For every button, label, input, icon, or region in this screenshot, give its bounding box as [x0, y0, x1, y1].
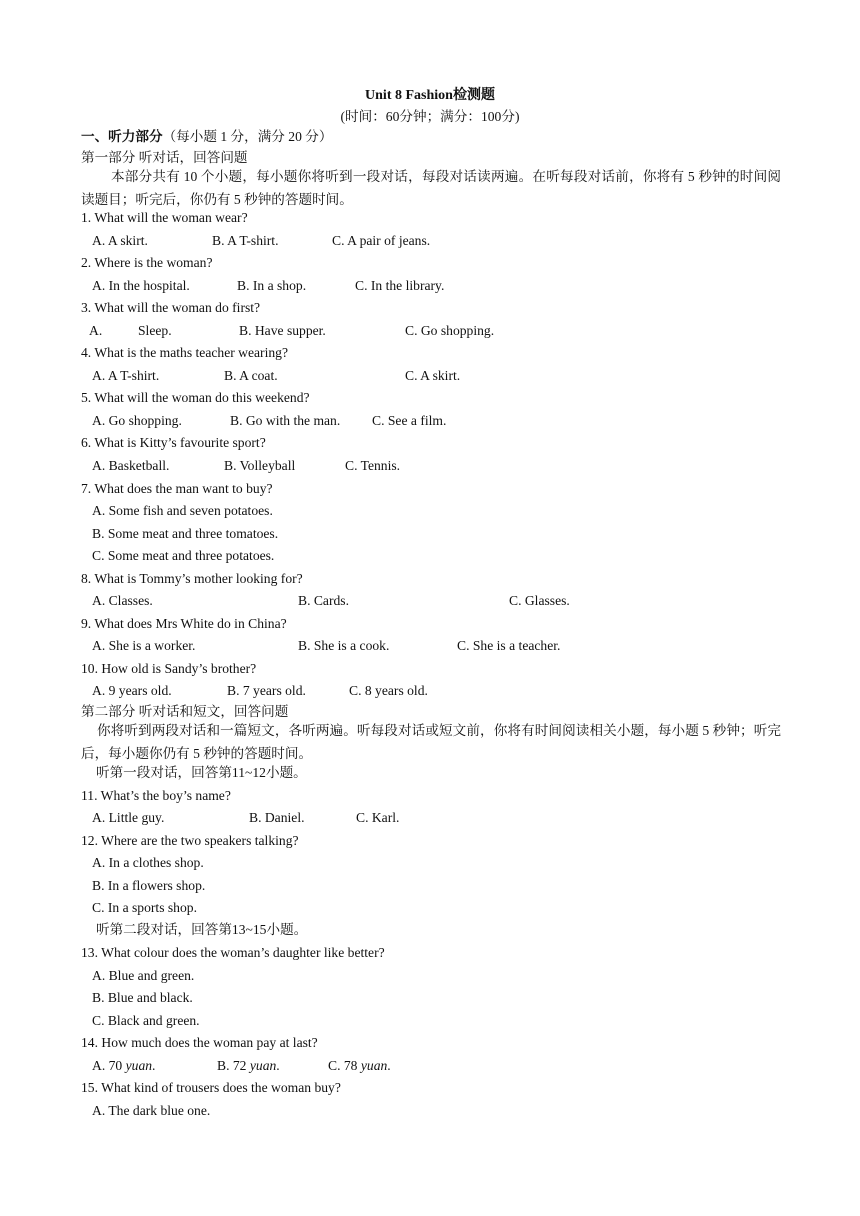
option-c: C. A skirt. [405, 368, 461, 383]
option-a: A. Blue and green. [92, 968, 195, 983]
currency-unit: yuan [360, 1058, 388, 1073]
currency-unit: yuan [249, 1058, 277, 1073]
option-a: A. Little guy. [92, 810, 165, 825]
option-b: B. Blue and black. [92, 990, 193, 1005]
option-c: C. Some meat and three potatoes. [92, 548, 275, 563]
question-4: 4. What is the maths teacher wearing? [81, 345, 288, 360]
option-b [217, 1057, 280, 1075]
option-c-amount: C. 78 [328, 1058, 361, 1073]
part2-intro: 你将听到两段对话和一篇短文，各听两遍。听每段对话或短文前，你将有时间阅读相关小题，每小题 5 秒钟；听完后，每小题你仍有 5 秒钟的答题时间。 [81, 723, 781, 761]
page-title: Unit 8 Fashion检测题 [365, 88, 495, 103]
option-c: C. Glasses. [509, 593, 570, 608]
question-14: 14. How much does the woman pay at last? [81, 1035, 318, 1050]
question-10: 10. How old is Sandy’s brother? [81, 661, 257, 676]
option-a: A. A skirt. [92, 233, 148, 248]
option-a: A. [89, 323, 103, 338]
option-b: B. Daniel. [249, 810, 305, 825]
page-subtitle: (时间：60分钟；满分：100分) [340, 109, 520, 124]
option-c: C. See a film. [372, 413, 447, 428]
option-a-amount: A. 70 [92, 1058, 126, 1073]
question-3: 3. What will the woman do first? [81, 300, 261, 315]
option-b: B. She is a cook. [298, 638, 390, 653]
option-a: A. Basketball. [92, 458, 170, 473]
question-6: 6. What is Kitty’s favourite sport? [81, 435, 266, 450]
period: . [152, 1058, 156, 1073]
option-a: A. In a clothes shop. [92, 855, 204, 870]
option-a: A. She is a worker. [92, 638, 196, 653]
option-b: B. In a shop. [237, 278, 307, 293]
question-11: 11. What’s the boy’s name? [81, 788, 231, 803]
option-c [328, 1057, 391, 1075]
question-12: 12. Where are the two speakers talking? [81, 833, 299, 848]
option-c: C. She is a teacher. [457, 638, 561, 653]
part1-title: 第一部分 听对话，回答问题 [81, 150, 248, 165]
option-a: A. Some fish and seven potatoes. [92, 503, 273, 518]
option-a-text: Sleep. [138, 323, 172, 338]
option-a: A. Go shopping. [92, 413, 182, 428]
option-b: B. In a flowers shop. [92, 878, 206, 893]
option-c: C. In a sports shop. [92, 900, 197, 915]
question-15: 15. What kind of trousers does the woman buy? [81, 1080, 341, 1095]
section-heading [81, 128, 332, 146]
question-7: 7. What does the man want to buy? [81, 481, 273, 496]
part2-title: 第二部分 听对话和短文，回答问题 [81, 704, 289, 719]
option-c: C. Tennis. [345, 458, 401, 473]
option-c: C. A pair of jeans. [332, 233, 431, 248]
option-b: B. A coat. [224, 368, 278, 383]
option-c: C. Black and green. [92, 1013, 200, 1028]
part1-intro: 本部分共有 10 个小题，每小题你将听到一段对话，每段对话读两遍。在听每段对话前，你将有 5 秒钟的时间阅读题目；听完后，你仍有 5 秒钟的答题时间。 [81, 169, 781, 207]
option-b: B. Some meat and three tomatoes. [92, 526, 279, 541]
currency-unit: yuan [125, 1058, 153, 1073]
option-a: A. The dark blue one. [92, 1103, 211, 1118]
option-b: B. 7 years old. [227, 683, 306, 698]
option-c: C. In the library. [355, 278, 445, 293]
section-heading-label: 一、听力部分 [81, 129, 163, 144]
question-2: 2. Where is the woman? [81, 255, 213, 270]
question-5: 5. What will the woman do this weekend? [81, 390, 310, 405]
option-b: B. Volleyball [224, 458, 296, 473]
option-c: C. Karl. [356, 810, 400, 825]
question-9: 9. What does Mrs White do in China? [81, 616, 287, 631]
period: . [387, 1058, 391, 1073]
option-b-amount: B. 72 [217, 1058, 250, 1073]
period: . [276, 1058, 280, 1073]
option-c: C. 8 years old. [349, 683, 428, 698]
section-heading-note: （每小题 1 分，满分 20 分） [162, 129, 333, 144]
question-8: 8. What is Tommy’s mother looking for? [81, 571, 303, 586]
option-b: B. Go with the man. [230, 413, 341, 428]
dialog2-note: 听第二段对话，回答第13~15小题。 [96, 922, 308, 937]
option-a: A. 9 years old. [92, 683, 172, 698]
option-a [92, 1057, 155, 1075]
dialog1-note: 听第一段对话，回答第11~12小题。 [96, 765, 307, 780]
option-c: C. Go shopping. [405, 323, 495, 338]
option-a: A. In the hospital. [92, 278, 190, 293]
option-b: B. Cards. [298, 593, 349, 608]
option-a: A. A T-shirt. [92, 368, 160, 383]
option-a: A. Classes. [92, 593, 153, 608]
question-13: 13. What colour does the woman’s daughter like better? [81, 945, 385, 960]
question-1: 1. What will the woman wear? [81, 210, 248, 225]
option-b: B. A T-shirt. [212, 233, 279, 248]
option-b: B. Have supper. [239, 323, 326, 338]
